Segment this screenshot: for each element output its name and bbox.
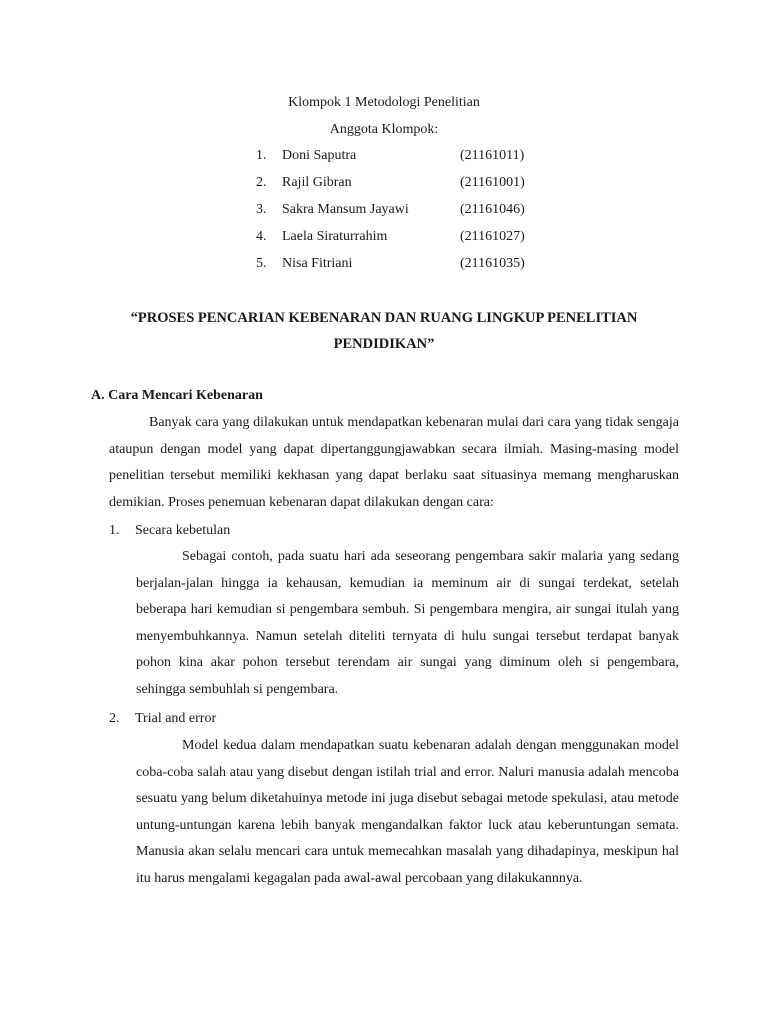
member-row	[0, 146, 768, 166]
member-name: Rajil Gibran	[282, 175, 352, 190]
list-item-heading	[109, 709, 216, 729]
list-item-body: Model kedua dalam mendapatkan suatu kebenaran adalah dengan menggunakan model coba-coba salah atau yang disebut dengan istilah trial and error. Naluri manusia adalah mencoba sesuatu yang belum diketahuinya metode ini juga disebut sebagai metode spekulasi, atau metode untung-untungan karena lebih banyak mengandalkan faktor luck atau keberuntungan semata. Manusia akan selalu mencari cara untuk memecahkan masalah yang dihadapinya, meskipun hal itu harus mengalami kegagalan pada awal-awal percobaan yang dilakukannnya.	[136, 738, 679, 886]
group-title: Klompok 1 Metodologi Penelitian	[288, 95, 480, 110]
member-id: (21161027)	[460, 229, 525, 244]
member-row	[0, 254, 768, 274]
paper-title-line-1: “PROSES PENCARIAN KEBENARAN DAN RUANG LINGKUP PENELITIAN	[130, 310, 638, 326]
member-id: (21161046)	[460, 202, 525, 217]
list-item-number: 1.	[109, 523, 120, 538]
member-row	[0, 173, 768, 193]
list-item-number: 2.	[109, 711, 120, 726]
member-id: (21161035)	[460, 256, 525, 271]
section-heading: A. Cara Mencari Kebenaran	[91, 388, 263, 403]
member-number: 1.	[256, 148, 267, 163]
members-label: Anggota Klompok:	[329, 122, 439, 137]
member-name: Nisa Fitriani	[282, 256, 353, 271]
member-row	[0, 200, 768, 220]
member-row	[0, 227, 768, 247]
paper-title-line-2: PENDIDIKAN”	[333, 336, 435, 352]
intro-paragraph: Banyak cara yang dilakukan untuk mendapatkan kebenaran mulai dari cara yang tidak sengaja ataupun dengan model yang dapat dipertanggungjawabkan secara ilmiah. Masing-masing model penelitian tersebut memiliki kekhasan yang dapat berlaku saat situasinya memang mengharuskan demikian. Proses penemuan kebenaran dapat dilakukan dengan cara:	[109, 415, 679, 510]
member-name: Laela Siraturrahim	[282, 229, 388, 244]
list-item-title: Secara kebetulan	[135, 523, 231, 538]
list-item-title: Trial and error	[135, 711, 217, 726]
member-number: 5.	[256, 256, 267, 271]
member-name: Sakra Mansum Jayawi	[282, 202, 409, 217]
member-number: 3.	[256, 202, 267, 217]
member-number: 4.	[256, 229, 267, 244]
list-item-heading	[109, 521, 230, 541]
member-number: 2.	[256, 175, 267, 190]
member-id: (21161011)	[460, 148, 525, 163]
member-name: Doni Saputra	[282, 148, 357, 163]
list-item-body: Sebagai contoh, pada suatu hari ada seseorang pengembara sakir malaria yang sedang berjalan-jalan hingga ia kehausan, kemudian ia meminum air di sungai terdekat, setelah beberapa hari kemudian si pengembara sembuh. Si pengembara mengira, air sungai itulah yang menyembuhkannya. Namun setelah diteliti ternyata di hulu sungai tersebut terdapat banyak pohon kina akar pohon tersebut terendam air sungai yang diminum oleh si pengembara, sehingga sembuhlah si pengembara.	[136, 549, 679, 697]
member-id: (21161001)	[460, 175, 525, 190]
